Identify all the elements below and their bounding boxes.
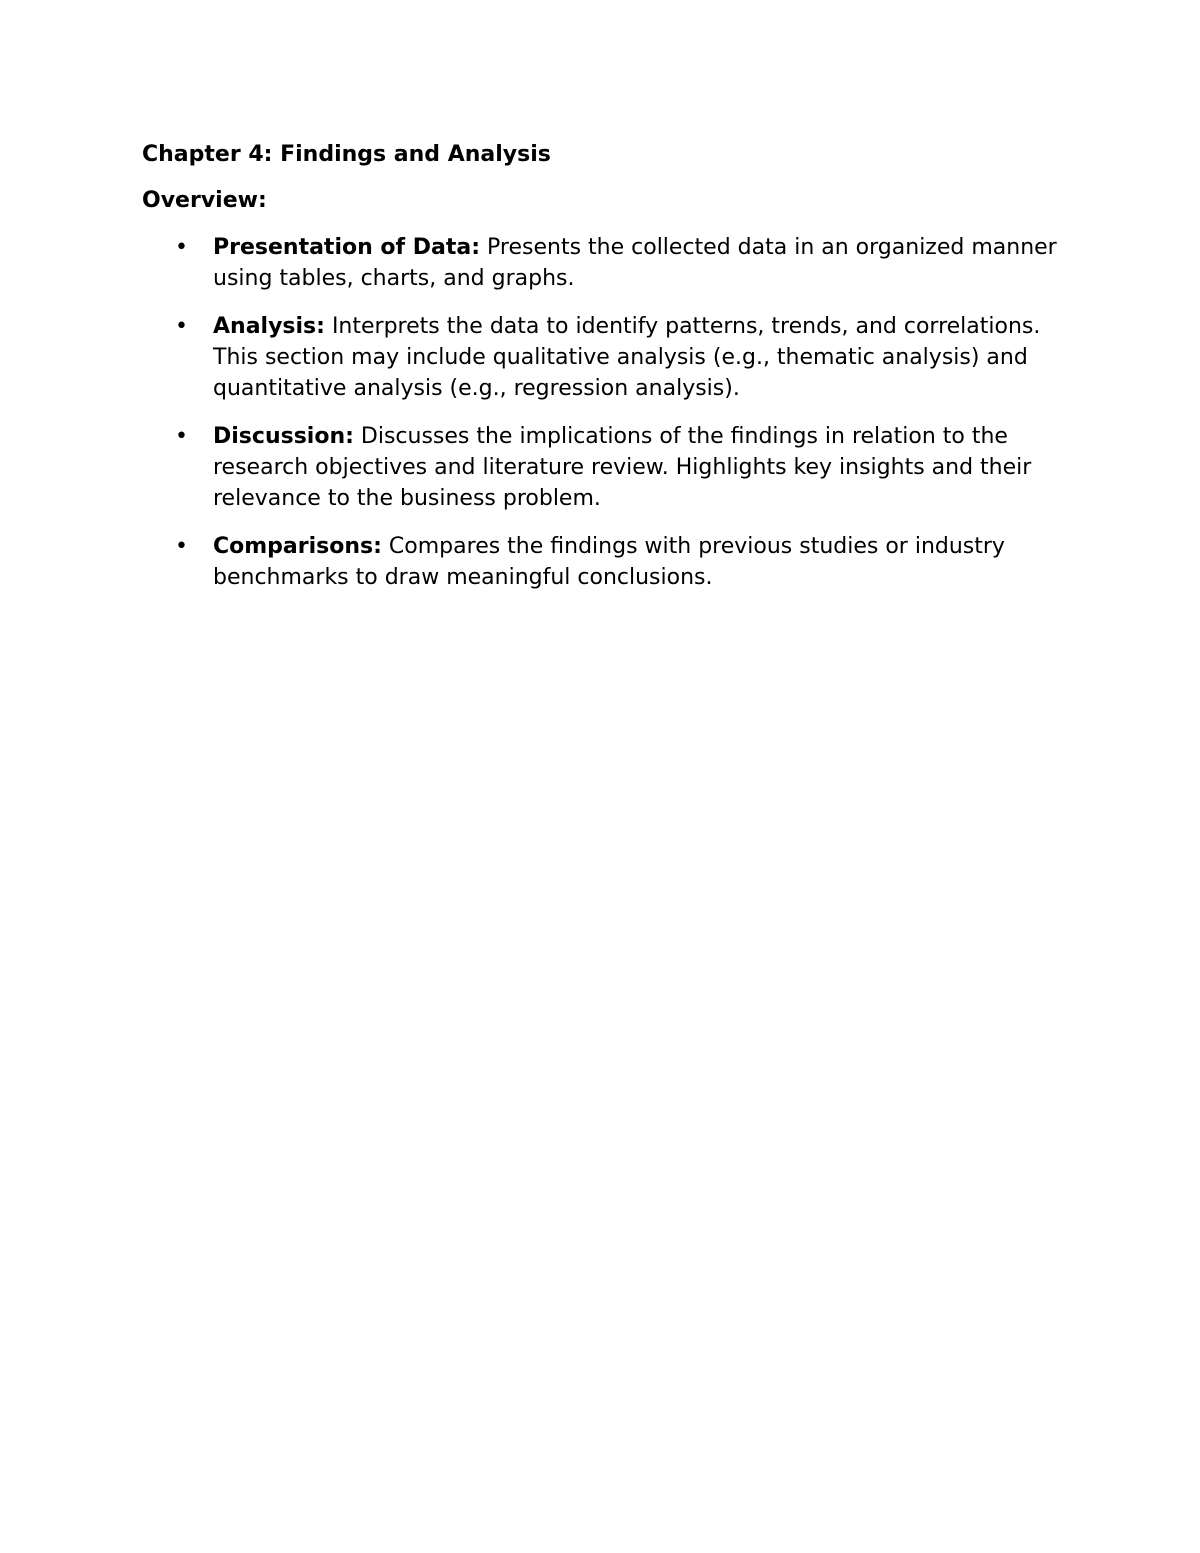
item-label: Discussion: [213,424,354,449]
bullet-icon: • [175,534,188,559]
overview-heading: Overview: [142,188,267,213]
bullet-icon: • [175,235,188,260]
item-text: Presents the collected data in an organized manner using tables, charts, and graphs. [213,235,1057,291]
list-item-comparisons [142,531,1072,593]
item-text: Compares the findings with previous studies or industry benchmarks to draw meaningful conclusions. [213,534,1005,590]
item-label: Analysis: [213,314,325,339]
list-item-analysis [142,311,1072,404]
bullet-icon: • [175,424,188,449]
item-label: Presentation of Data: [213,235,481,260]
list-item-presentation-of-data [142,232,1072,294]
list-item-discussion [142,421,1072,514]
item-text: Interprets the data to identify patterns, trends, and correlations. This section may include qualitative analysis (e.g., thematic analysis) and quantitative analysis (e.g., regression analysis). [213,314,1041,401]
item-label: Comparisons: [213,534,382,559]
item-text: Discusses the implications of the findings in relation to the research objectives and literature review. Highlights key insights and their relevance to the business problem. [213,424,1032,511]
overview-bullet-list [142,232,1072,593]
chapter-title: Chapter 4: Findings and Analysis [142,142,551,167]
document-content [142,140,1072,610]
bullet-icon: • [175,314,188,339]
